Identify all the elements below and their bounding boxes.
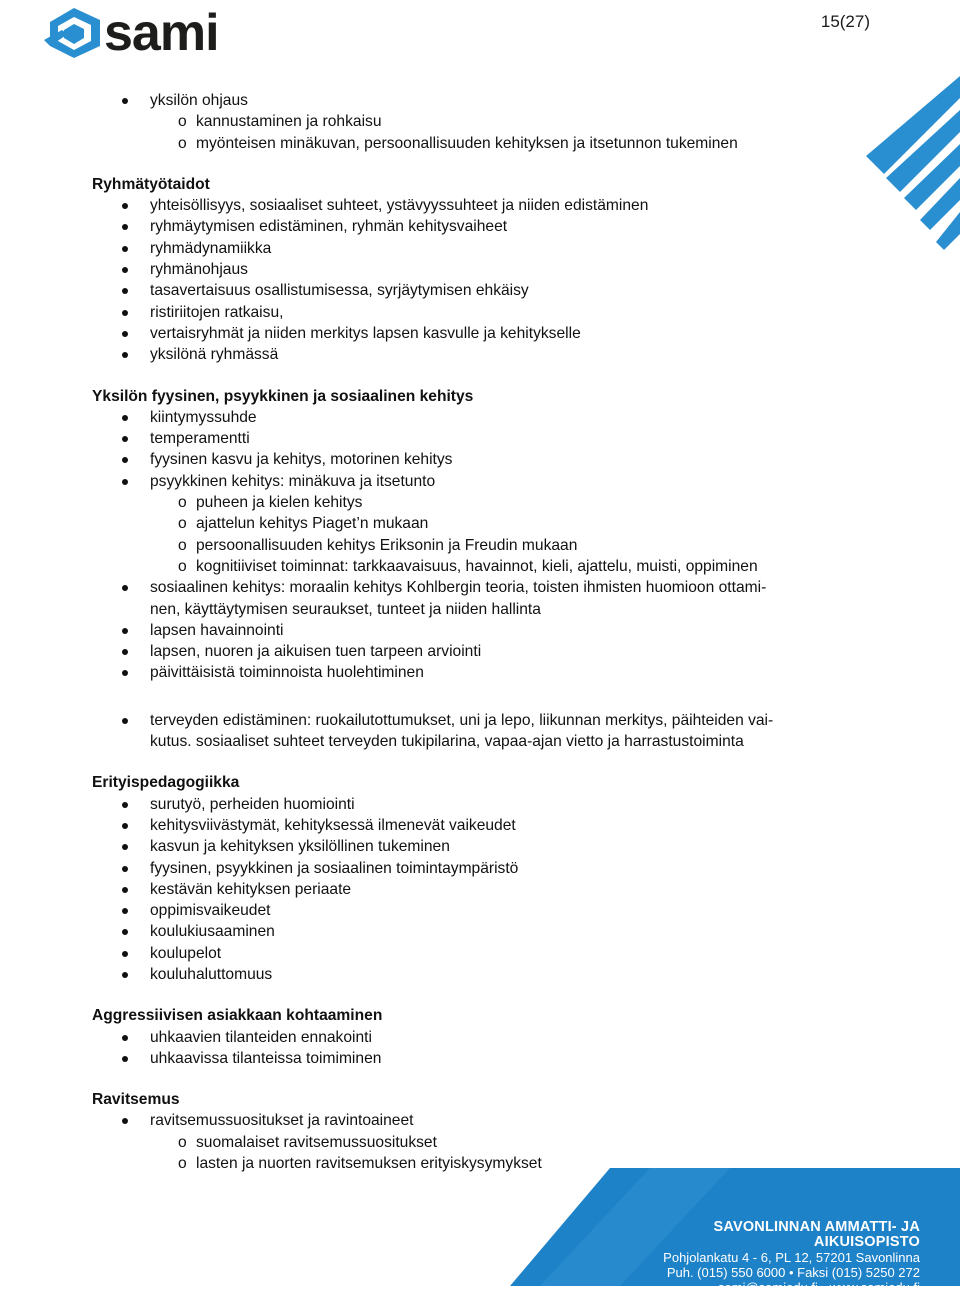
sub-list-item: o lasten ja nuorten ravitsemuksen erityiskysymykset [92, 1153, 862, 1174]
list-item: yksilönä ryhmässä [92, 344, 862, 365]
list-item: ryhmädynamiikka [92, 238, 862, 259]
list-ravitsemus [92, 1110, 862, 1174]
list-item: fyysinen kasvu ja kehitys, motorinen kehitys [92, 449, 862, 470]
list-item: fyysinen, psyykkinen ja sosiaalinen toimintaympäristö [92, 858, 862, 879]
footer-contact [610, 1220, 920, 1295]
list-item: lapsen, nuoren ja aikuisen tuen tarpeen arviointi [92, 641, 862, 662]
list-yksilon-ohjaus [92, 90, 862, 154]
list-kehitys [92, 407, 862, 684]
list-item: kouluhaluttomuus [92, 964, 862, 985]
list-aggressiivinen [92, 1027, 862, 1070]
decorative-stripes [860, 76, 960, 276]
list-item: temperamentti [92, 428, 862, 449]
sub-list-item: o kannustaminen ja rohkaisu [92, 111, 862, 132]
list-item: koulukiusaaminen [92, 921, 862, 942]
list-item: psyykkinen kehitys: minäkuva ja itsetunto [92, 471, 862, 492]
sub-list-item: o ajattelun kehitys Piaget’n mukaan [92, 513, 862, 534]
list-item: sosiaalinen kehitys: moraalin kehitys Kohlbergin teoria, toisten ihmisten huomioon ottami- nen, käyttäytymisen seuraukset, tunteet ja niiden hallinta [92, 577, 862, 620]
sub-list-item: o kognitiiviset toiminnat: tarkkaavaisuus, havainnot, kieli, ajattelu, muisti, oppiminen [92, 556, 862, 577]
footer-phone: Puh. (015) 550 6000 • Faksi (015) 5250 272 [666, 1265, 920, 1280]
sub-list-item: o persoonallisuuden kehitys Eriksonin ja Freudin mukaan [92, 535, 862, 556]
list-item: terveyden edistäminen: ruokailutottumukset, uni ja lepo, liikunnan merkitys, päihteiden vai- kutus. sosiaaliset suhteet terveyden tukipilarina, vapaa-ajan vietto ja harrastustoiminta [92, 710, 862, 753]
list-item: uhkaavissa tilanteissa toimiminen [92, 1048, 862, 1069]
list-item: päivittäisistä toiminnoista huolehtiminen [92, 662, 862, 683]
section-heading-ravitsemus: Ravitsemus [92, 1091, 180, 1109]
footer-school-name: SAVONLINNAN AMMATTI- JA AIKUISOPISTO [713, 1219, 920, 1250]
logo-mark-icon [44, 6, 104, 60]
list-item: yksilön ohjaus [92, 90, 862, 111]
sub-list-item: o myönteisen minäkuvan, persoonallisuuden kehityksen ja itsetunnon tukeminen [92, 133, 862, 154]
list-terveys [92, 710, 862, 753]
footer-address: Pohjolankatu 4 - 6, PL 12, 57201 Savonlinna [663, 1250, 920, 1265]
list-item: vertaisryhmät ja niiden merkitys lapsen kasvulle ja kehitykselle [92, 323, 862, 344]
sub-list-item: o puheen ja kielen kehitys [92, 492, 862, 513]
section-heading-ryhmatyotaidot: Ryhmätyötaidot [92, 175, 210, 193]
list-item: kehitysviivästymät, kehityksessä ilmenevät vaikeudet [92, 815, 862, 836]
list-item: yhteisöllisyys, sosiaaliset suhteet, ystävyyssuhteet ja niiden edistäminen [92, 195, 862, 216]
list-item: ristiriitojen ratkaisu, [92, 302, 862, 323]
document-body [92, 90, 862, 1174]
list-item: kiintymyssuhde [92, 407, 862, 428]
list-item: surutyö, perheiden huomiointi [92, 794, 862, 815]
list-erityispedagogiikka [92, 794, 862, 986]
sub-list-item: o suomalaiset ravitsemussuositukset [92, 1132, 862, 1153]
list-item: ryhmänohjaus [92, 259, 862, 280]
list-item: uhkaavien tilanteiden ennakointi [92, 1027, 862, 1048]
page-number: 15(27) [820, 12, 870, 31]
list-item: tasavertaisuus osallistumisessa, syrjäytymisen ehkäisy [92, 280, 862, 301]
footer-web: sami@samiedu.fi • www.samiedu.fi [718, 1280, 920, 1295]
section-heading-erityispedagogiikka: Erityispedagogiikka [92, 774, 240, 792]
list-item: ravitsemussuositukset ja ravintoaineet [92, 1110, 862, 1131]
list-item: ryhmäytymisen edistäminen, ryhmän kehitysvaiheet [92, 216, 862, 237]
section-heading-kehitys: Yksilön fyysinen, psyykkinen ja sosiaalinen kehitys [92, 387, 474, 405]
list-item: koulupelot [92, 943, 862, 964]
list-item: kasvun ja kehityksen yksilöllinen tukeminen [92, 836, 862, 857]
logo-text: sami [104, 4, 219, 62]
list-item: oppimisvaikeudet [92, 900, 862, 921]
list-ryhmatyotaidot [92, 195, 862, 365]
section-heading-aggressiivinen: Aggressiivisen asiakkaan kohtaaminen [92, 1007, 383, 1025]
sami-logo [44, 6, 254, 60]
list-item: kestävän kehityksen periaate [92, 879, 862, 900]
list-item: lapsen havainnointi [92, 620, 862, 641]
